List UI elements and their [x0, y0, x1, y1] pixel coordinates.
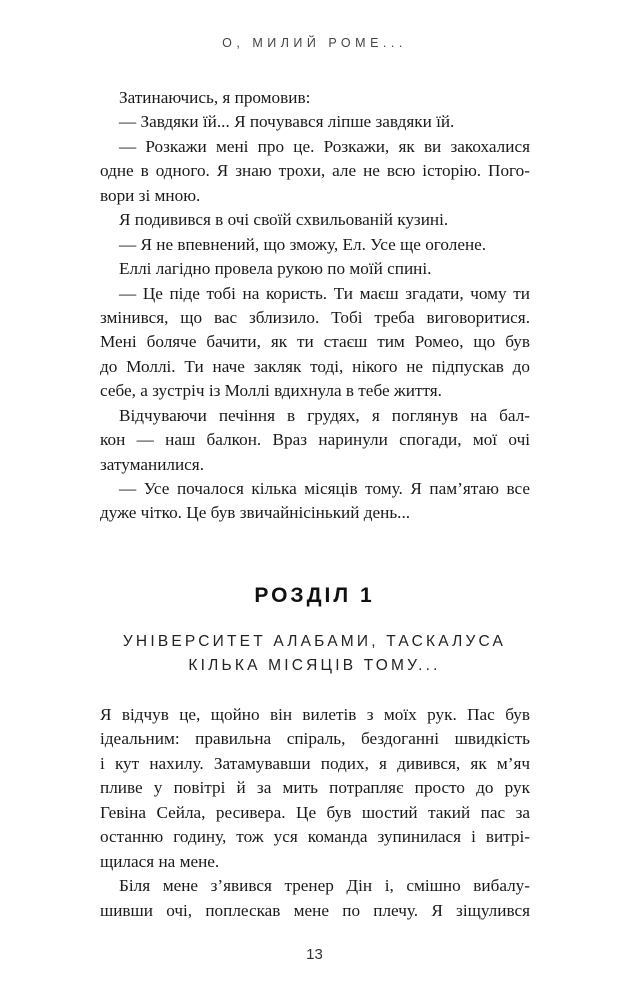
text-line: вори зі мною.: [100, 185, 201, 205]
text-line: Еллі лагідно провела рукою по моїй спині.: [119, 259, 432, 279]
chapter-subtitle-location: УНІВЕРСИТЕТ АЛАБАМИ, ТАСКАЛУСА: [122, 633, 507, 650]
text-line: Відчуваючи печіння в грудях, я поглянув на бал-: [119, 405, 530, 425]
running-head: О, МИЛИЙ РОМЕ...: [222, 36, 407, 50]
text-line: кон — наш балкон. Враз наринули спогади, мої очі: [100, 430, 530, 450]
text-line: щилася на мене.: [100, 851, 220, 871]
text-line: останню годину, тож уся команда зупинилася і витрі-: [100, 827, 530, 847]
text-line: дуже чітко. Це був звичайнісінький день...: [100, 503, 411, 523]
chapter-subtitle: [0, 630, 629, 678]
text-line: Я подивився в очі своїй схвильованій кузині.: [119, 210, 449, 230]
text-line: змінився, що вас зблизило. Тобі треба виговоритися.: [100, 307, 530, 327]
text-line: одне в одного. Я знаю трохи, але не всю історію. Пого-: [100, 161, 530, 181]
chapter-subtitle-time: КІЛЬКА МІСЯЦІВ ТОМУ...: [188, 657, 441, 674]
text-line: Біля мене з’явився тренер Дін і, смішно вибалу-: [119, 876, 530, 896]
text-block-prologue: [100, 86, 530, 526]
page-number: 13: [306, 946, 323, 963]
text-line: до Моллі. Ти наче закляк тоді, нікого не підпускав до: [100, 356, 530, 376]
text-block-chapter-1: [100, 703, 530, 923]
text-line: себе, а зустріч із Моллі вдихнула в тебе життя.: [100, 381, 442, 401]
text-line: шивши очі, поплескав мене по плечу. Я зіщулився: [100, 900, 530, 920]
text-line: — Усе почалося кілька місяців тому. Я пам’ятаю все: [119, 479, 530, 498]
text-line: пливе у повітрі й за мить потрапляє просто до рук: [100, 778, 530, 798]
text-line: Мені боляче бачити, як ти стаєш тим Ромео, що був: [100, 332, 530, 352]
text-line: — Завдяки їй... Я почувався ліпше завдяки їй.: [119, 112, 455, 132]
text-line: ідеальним: правильна спіраль, бездоганні швидкість: [100, 729, 530, 749]
text-line: — Розкажи мені про це. Розкажи, як ви закохалися: [119, 136, 530, 156]
text-line: — Це піде тобі на користь. Ти маєш згадати, чому ти: [119, 283, 530, 303]
text-line: Гевіна Сейла, ресивера. Це був шостий такий пас за: [100, 802, 530, 822]
text-line: Я відчув це, щойно він вилетів з моїх рук. Пас був: [100, 705, 530, 724]
text-line: — Я не впевнений, що зможу, Ел. Усе ще оголене.: [119, 234, 487, 254]
text-line: Затинаючись, я промовив:: [119, 88, 311, 107]
text-line: затуманилися.: [100, 454, 205, 474]
chapter-title: РОЗДІЛ 1: [254, 584, 375, 607]
text-line: і кут нахилу. Затамувавши подих, я дивився, як м’яч: [100, 753, 530, 773]
